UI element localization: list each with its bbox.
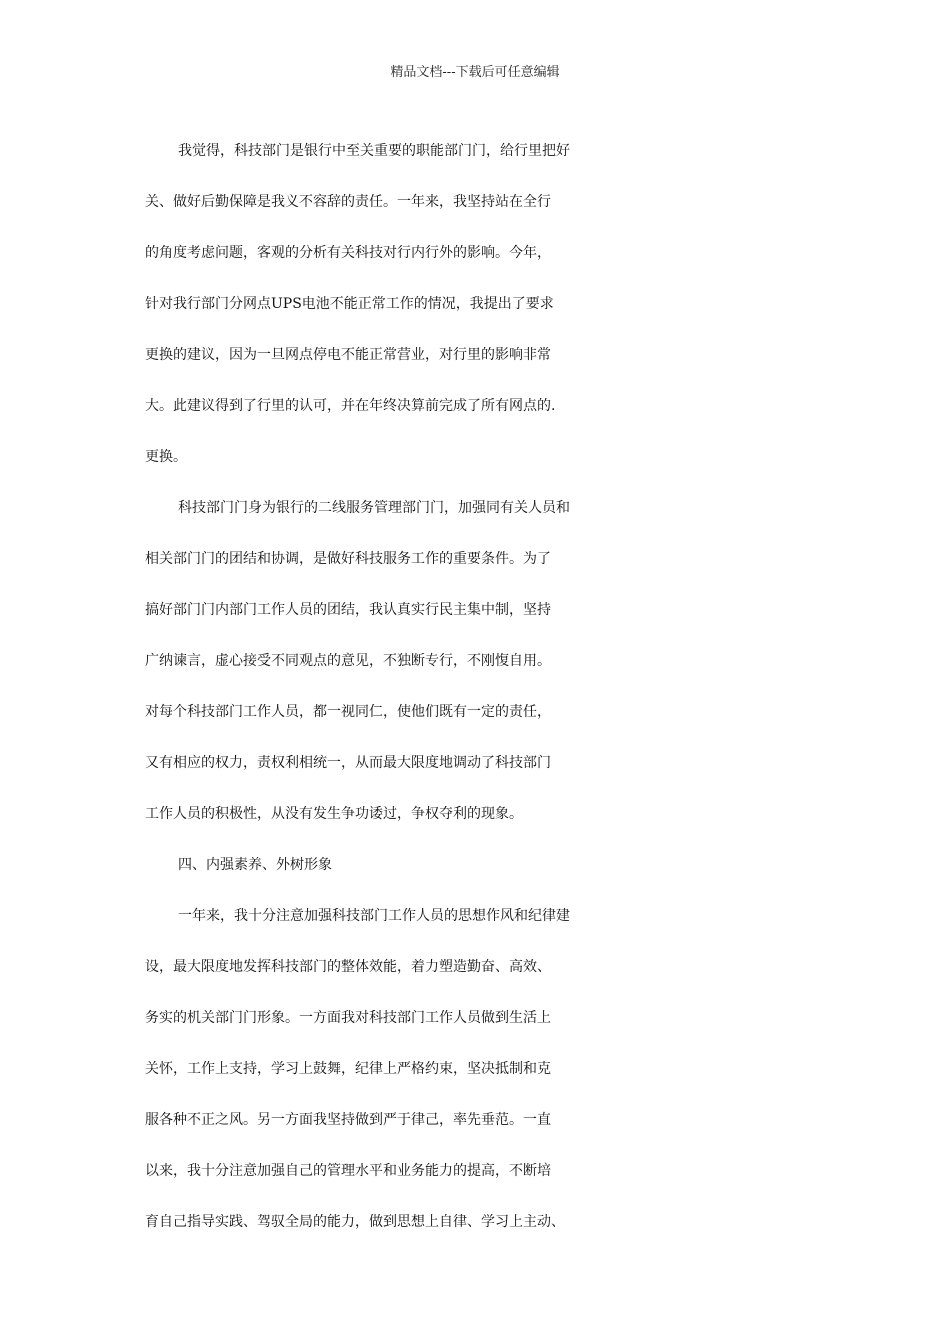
text-line: 育自己指导实践、驾驭全局的能力，做到思想上自律、学习上主动、	[145, 1214, 565, 1230]
text-line: 一年来，我十分注意加强科技部门工作人员的思想作风和纪律建	[178, 908, 570, 924]
text-line: 相关部门门的团结和协调，是做好科技服务工作的重要条件。为了	[145, 551, 551, 567]
text-line: 设，最大限度地发挥科技部门的整体效能，着力塑造勤奋、高效、	[145, 959, 551, 975]
text-line: 服各种不正之风。另一方面我坚持做到严于律己，率先垂范。一直	[145, 1112, 551, 1128]
text-line: 大。此建议得到了行里的认可，并在年终决算前完成了所有网点的.	[145, 398, 556, 414]
text-line: 更换。	[145, 449, 187, 465]
text-line: 四、内强素养、外树形象	[178, 857, 332, 873]
text-line: 务实的机关部门门形象。一方面我对科技部门工作人员做到生活上	[145, 1010, 551, 1026]
text-line: 科技部门门身为银行的二线服务管理部门门，加强同有关人员和	[178, 500, 570, 516]
text-line: 对每个科技部门工作人员，都一视同仁，使他们既有一定的责任，	[145, 704, 551, 720]
text-line: 针对我行部门分网点UPS电池不能正常工作的情况，我提出了要求	[145, 296, 554, 312]
text-line: 广纳谏言，虚心接受不同观点的意见，不独断专行，不刚愎自用。	[145, 653, 551, 669]
text-line: 的角度考虑问题，客观的分析有关科技对行内行外的影响。今年，	[145, 245, 551, 261]
text-line: 工作人员的积极性，从没有发生争功诿过，争权夺利的现象。	[145, 806, 523, 822]
text-line: 以来，我十分注意加强自己的管理水平和业务能力的提高，不断培	[145, 1163, 551, 1179]
text-line: 关、做好后勤保障是我义不容辞的责任。一年来，我坚持站在全行	[145, 194, 551, 210]
text-line: 更换的建议，因为一旦网点停电不能正常营业，对行里的影响非常	[145, 347, 551, 363]
page-header: 精品文档---下载后可任意编辑	[390, 65, 560, 80]
body-text	[145, 126, 810, 1248]
text-line: 又有相应的权力，责权利相统一，从而最大限度地调动了科技部门	[145, 755, 551, 771]
text-line: 我觉得，科技部门是银行中至关重要的职能部门门，给行里把好	[178, 143, 570, 159]
text-line: 搞好部门门内部门工作人员的团结，我认真实行民主集中制，坚持	[145, 602, 551, 618]
text-line: 关怀，工作上支持，学习上鼓舞，纪律上严格约束，坚决抵制和克	[145, 1061, 551, 1077]
